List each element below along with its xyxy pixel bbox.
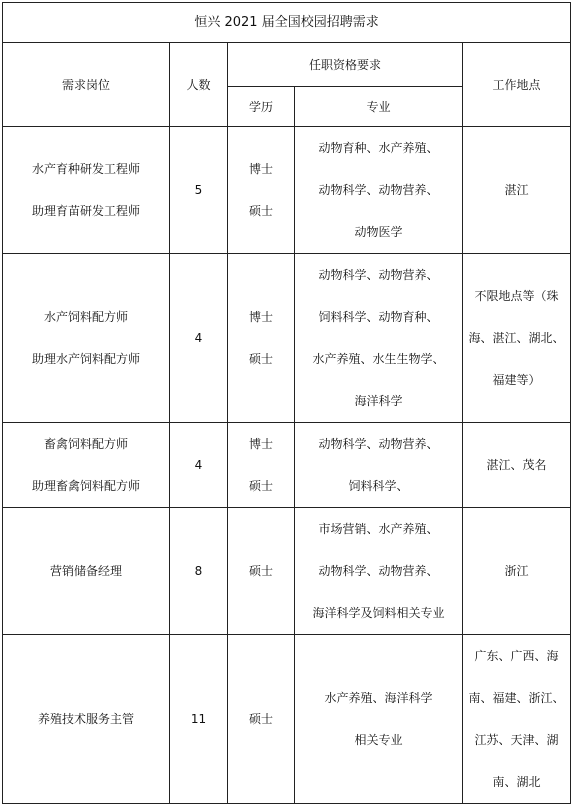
- major-cell: [295, 127, 463, 254]
- location-cell-line: 湛江: [504, 183, 529, 197]
- position-cell: [3, 254, 170, 423]
- location-cell-line: 江苏、天津、湖: [474, 733, 559, 747]
- location-cell-line: 福建等）: [492, 373, 541, 387]
- table-row: [3, 635, 571, 804]
- education-cell: [228, 635, 295, 804]
- position-cell-line: 助理畜禽饲料配方师: [31, 479, 140, 493]
- recruitment-table: [2, 2, 571, 804]
- header-requirements: 任职资格要求: [228, 43, 463, 87]
- count-cell: 8: [170, 508, 228, 635]
- major-cell-line: 水产养殖、水生生物学、: [312, 352, 445, 366]
- table-title: 恒兴 2021 届全国校园招聘需求: [3, 3, 571, 43]
- location-cell-line: 广东、广西、海: [474, 649, 559, 663]
- major-cell-line: 水产养殖、海洋科学: [324, 691, 433, 705]
- table-row: [3, 254, 571, 423]
- location-cell: [463, 254, 571, 423]
- table-row: [3, 127, 571, 254]
- location-cell: [463, 508, 571, 635]
- education-cell-line: 硕士: [248, 712, 273, 726]
- major-cell: [295, 423, 463, 508]
- education-cell-line: 博士: [248, 310, 273, 324]
- education-cell-line: 博士: [248, 437, 273, 451]
- location-cell-line: 不限地点等（珠: [474, 289, 559, 303]
- table-row: [3, 423, 571, 508]
- location-cell: [463, 635, 571, 804]
- header-location: 工作地点: [463, 43, 571, 127]
- education-cell: [228, 127, 295, 254]
- position-cell-line: 养殖技术服务主管: [37, 712, 134, 726]
- education-cell-line: 博士: [248, 162, 273, 176]
- major-cell-line: 相关专业: [354, 733, 403, 747]
- location-cell-line: 海、湛江、湖北、: [468, 331, 565, 345]
- major-cell-line: 饲料科学、动物育种、: [318, 310, 439, 324]
- count-cell: 4: [170, 254, 228, 423]
- table-row: [3, 508, 571, 635]
- header-major: 专业: [295, 87, 463, 127]
- education-cell-line: 硕士: [248, 204, 273, 218]
- major-cell: [295, 254, 463, 423]
- education-cell-line: 硕士: [248, 352, 273, 366]
- position-cell: [3, 508, 170, 635]
- major-cell-line: 动物科学、动物营养、: [318, 564, 439, 578]
- education-cell-line: 硕士: [248, 564, 273, 578]
- major-cell-line: 海洋科学: [354, 394, 403, 408]
- location-cell: [463, 127, 571, 254]
- title-row: [3, 3, 571, 43]
- position-cell-line: 水产饲料配方师: [43, 310, 128, 324]
- major-cell-line: 动物科学、动物营养、: [318, 183, 439, 197]
- count-cell: 5: [170, 127, 228, 254]
- position-cell: [3, 127, 170, 254]
- major-cell: [295, 508, 463, 635]
- education-cell-line: 硕士: [248, 479, 273, 493]
- major-cell-line: 海洋科学及饲料相关专业: [312, 606, 445, 620]
- major-cell-line: 动物科学、动物营养、: [318, 268, 439, 282]
- header-position: 需求岗位: [3, 43, 170, 127]
- major-cell-line: 动物科学、动物营养、: [318, 437, 439, 451]
- location-cell-line: 南、湖北: [492, 775, 541, 789]
- header-row-1: [3, 43, 571, 87]
- position-cell: [3, 423, 170, 508]
- position-cell-line: 助理育苗研发工程师: [31, 204, 140, 218]
- education-cell: [228, 254, 295, 423]
- position-cell-line: 营销储备经理: [49, 564, 122, 578]
- major-cell-line: 饲料科学、: [348, 479, 409, 493]
- major-cell-line: 动物医学: [354, 225, 403, 239]
- header-count: 人数: [170, 43, 228, 127]
- education-cell: [228, 423, 295, 508]
- education-cell: [228, 508, 295, 635]
- position-cell-line: 水产育种研发工程师: [31, 162, 140, 176]
- location-cell-line: 湛江、茂名: [486, 458, 547, 472]
- header-education: 学历: [228, 87, 295, 127]
- location-cell: [463, 423, 571, 508]
- major-cell-line: 动物育种、水产养殖、: [318, 141, 439, 155]
- position-cell-line: 助理水产饲料配方师: [31, 352, 140, 366]
- location-cell-line: 南、福建、浙江、: [468, 691, 565, 705]
- location-cell-line: 浙江: [504, 564, 529, 578]
- position-cell-line: 畜禽饲料配方师: [43, 437, 128, 451]
- major-cell: [295, 635, 463, 804]
- major-cell-line: 市场营销、水产养殖、: [318, 522, 439, 536]
- count-cell: 11: [170, 635, 228, 804]
- position-cell: [3, 635, 170, 804]
- count-cell: 4: [170, 423, 228, 508]
